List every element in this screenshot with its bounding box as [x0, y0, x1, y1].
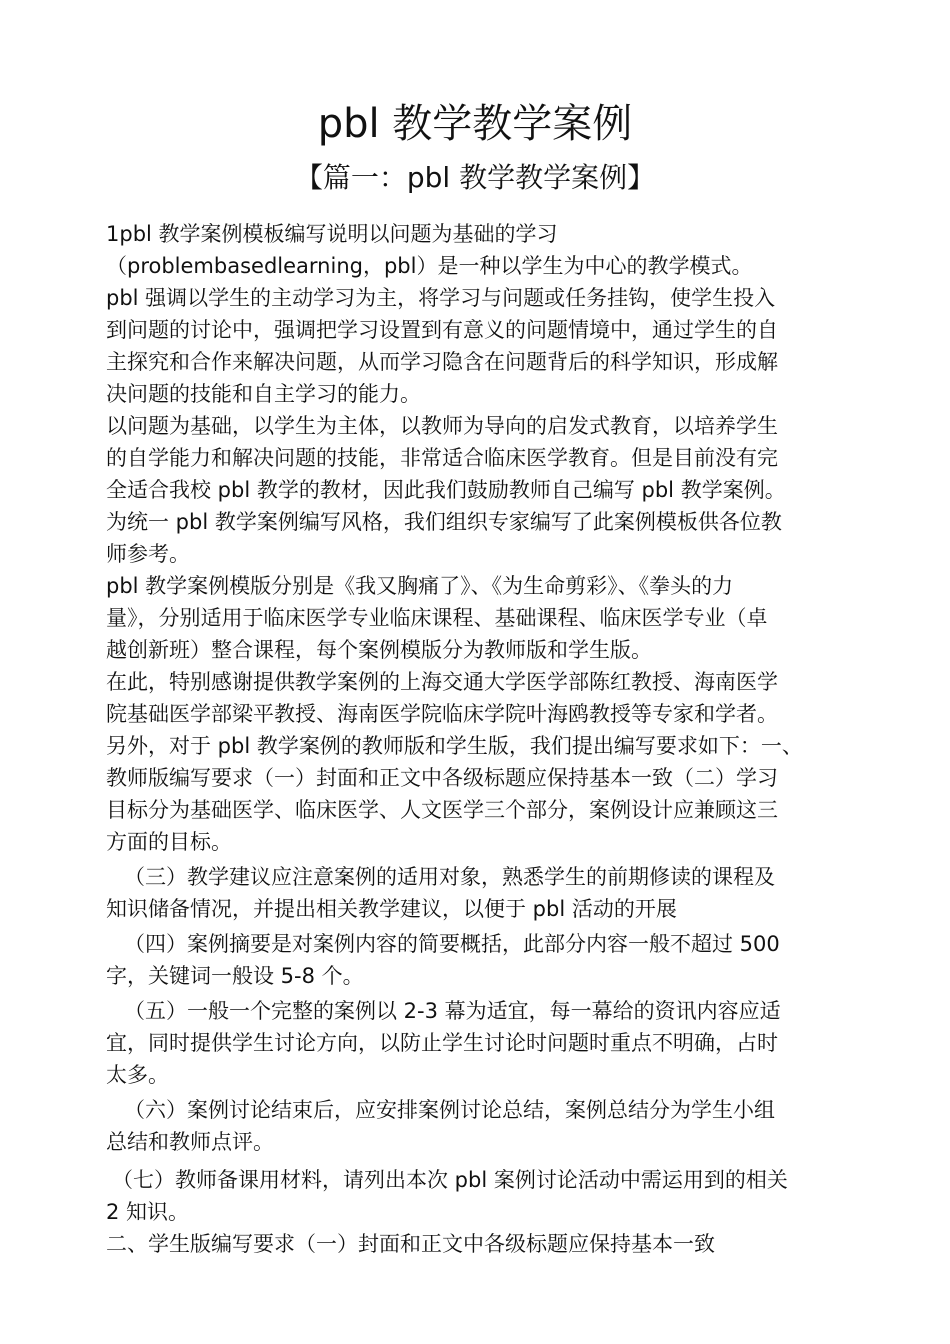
- text-line: 到问题的讨论中，强调把学习设置到有意义的问题情境中，通过学生的自: [106, 318, 778, 342]
- text-line: 全适合我校 pbl 教学的教材，因此我们鼓励教师自己编写 pbl 教学案例。: [106, 478, 786, 502]
- text-line: 2 知识。: [106, 1200, 190, 1224]
- text-line: pbl 教学案例模版分别是《我又胸痛了》、《为生命剪彩》、《拳头的力: [106, 574, 734, 598]
- text-line: 量》，分别适用于临床医学专业临床课程、基础课程、临床医学专业（卓: [106, 606, 768, 630]
- text-line: （problembasedlearning，pbl）是一种以学生为中心的教学模式。: [106, 254, 753, 278]
- text-line: 目标分为基础医学、临床医学、人文医学三个部分，案例设计应兼顾这三: [106, 798, 778, 822]
- document-title: pbl 教学教学案例: [317, 101, 633, 147]
- text-line: 院基础医学部梁平教授、海南医学院临床学院叶海鸥教授等专家和学者。: [106, 702, 778, 726]
- text-line: 为统一 pbl 教学案例编写风格，我们组织专家编写了此案例模板供各位教: [106, 510, 782, 534]
- text-line: 决问题的技能和自主学习的能力。: [106, 382, 421, 406]
- text-line: （七）教师备课用材料，请列出本次 pbl 案例讨论活动中需运用到的相关: [112, 1168, 788, 1192]
- text-line: （三）教学建议应注意案例的适用对象，熟悉学生的前期修读的课程及: [124, 865, 775, 889]
- text-line: （五）一般一个完整的案例以 2-3 幕为适宜，每一幕给的资讯内容应适: [124, 999, 781, 1023]
- document-body: [106, 218, 856, 1260]
- text-line: 宜，同时提供学生讨论方向，以防止学生讨论时问题时重点不明确，占时: [106, 1031, 778, 1055]
- text-line: 的自学能力和解决问题的技能，非常适合临床医学教育。但是目前没有完: [106, 446, 778, 470]
- text-line: 二、学生版编写要求（一）封面和正文中各级标题应保持基本一致: [106, 1232, 715, 1256]
- document-subtitle: 【篇一：pbl 教学教学案例】: [294, 161, 656, 194]
- text-line: 教师版编写要求（一）封面和正文中各级标题应保持基本一致（二）学习: [106, 766, 778, 790]
- text-line: 方面的目标。: [106, 830, 232, 854]
- text-line: pbl 强调以学生的主动学习为主，将学习与问题或任务挂钩，使学生投入: [106, 286, 776, 310]
- text-line: 另外，对于 pbl 教学案例的教师版和学生版，我们提出编写要求如下：一、: [106, 734, 803, 758]
- text-line: 以问题为基础，以学生为主体，以教师为导向的启发式教育，以培养学生: [106, 414, 778, 438]
- text-line: 师参考。: [106, 542, 190, 566]
- text-line: 在此，特别感谢提供教学案例的上海交通大学医学部陈红教授、海南医学: [106, 670, 778, 694]
- text-line: 太多。: [106, 1063, 169, 1087]
- text-line: 字，关键词一般设 5-8 个。: [106, 964, 364, 988]
- text-line: （六）案例讨论结束后，应安排案例讨论总结，案例总结分为学生小组: [124, 1098, 775, 1122]
- text-line: 越创新班）整合课程，每个案例模版分为教师版和学生版。: [106, 638, 652, 662]
- text-line: （四）案例摘要是对案例内容的简要概括，此部分内容一般不超过 500: [124, 932, 780, 956]
- text-line: 知识储备情况，并提出相关教学建议，以便于 pbl 活动的开展: [106, 897, 677, 921]
- text-line: 总结和教师点评。: [106, 1130, 274, 1154]
- text-line: 1pbl 教学案例模板编写说明以问题为基础的学习: [106, 222, 558, 246]
- text-line: 主探究和合作来解决问题，从而学习隐含在问题背后的科学知识，形成解: [106, 350, 778, 374]
